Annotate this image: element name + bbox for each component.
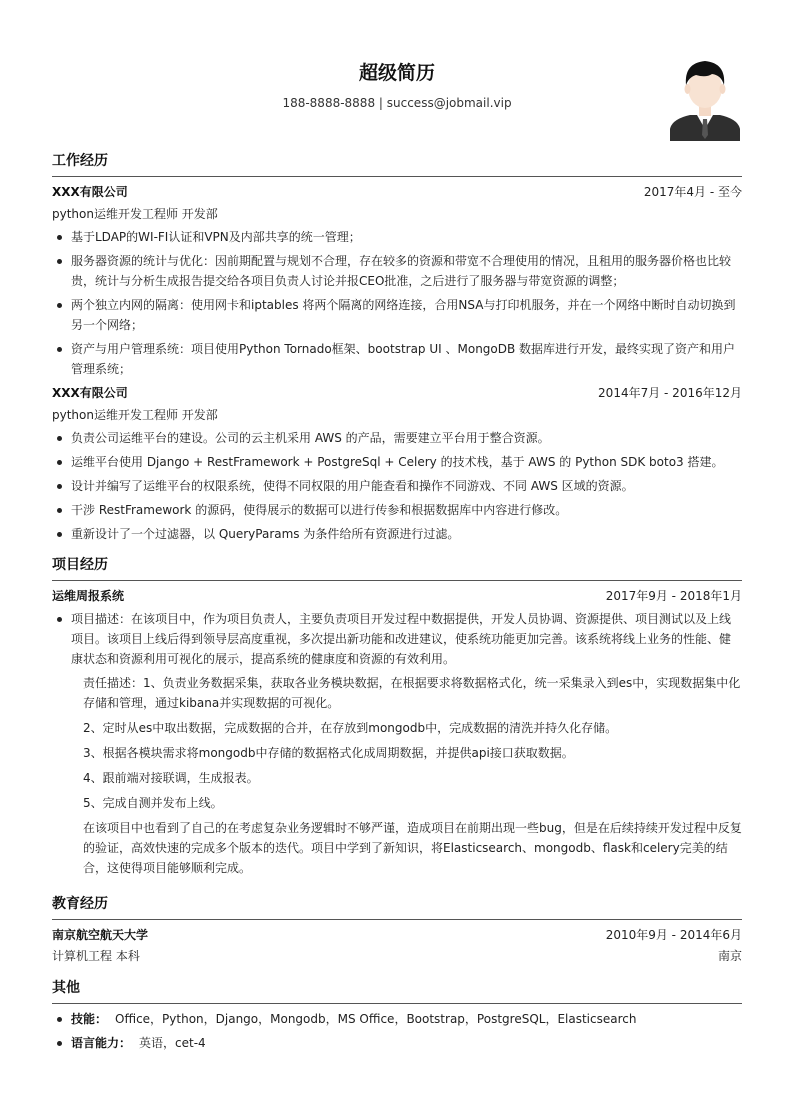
bullet-dot-icon <box>57 235 62 240</box>
section-divider <box>52 1003 742 1004</box>
resume-content <box>52 150 742 1057</box>
bullet-dot-icon <box>57 1041 62 1046</box>
list-item: 基于LDAP的WI-FI认证和VPN及内部共享的统一管理； <box>52 227 742 247</box>
project-paragraph: 4、跟前端对接联调，生成报表。 <box>83 771 259 785</box>
work-section <box>52 150 742 544</box>
avatar-photo <box>668 55 742 141</box>
project-paragraph: 3、根据各模块需求将mongodb中存储的数据格式化成周期数据，并提供api接口获取数据。 <box>83 746 574 760</box>
project-date: 2017年9月 - 2018年1月 <box>605 589 742 603</box>
list-item: 干涉 RestFramework 的源码，使得展示的数据可以进行传参和根据数据库中内容进行修改。 <box>52 500 742 520</box>
job-date: 2017年4月 - 至今 <box>643 185 742 199</box>
project-description: 项目描述：在该项目中，作为项目负责人，主要负责项目开发过程中数据提供，开发人员协调、资源提供、项目测试以及上线项目。该项目上线后得到领导层高度重视，多次提出新功能和改进建议，使系统功能更加完善。该系统将线上业务的性能、健康状态和资源利用可视化的展示，提高系统的健康度和资源的有效利用。 <box>71 612 732 666</box>
project-name: 运维周报系统 <box>52 589 125 603</box>
section-divider <box>52 176 742 177</box>
list-item <box>52 1009 742 1029</box>
job-entry <box>52 182 742 379</box>
education-major: 计算机工程 本科 <box>52 949 140 963</box>
list-item: 资产与用户管理系统：项目使用Python Tornado框架、bootstrap UI 、MongoDB 数据库进行开发，最终实现了资产和用户管理系统； <box>52 339 742 379</box>
section-title-work: 工作经历 <box>52 153 108 169</box>
language-value: 英语，cet-4 <box>139 1036 206 1050</box>
school-name: 南京航空航天大学 <box>52 928 149 942</box>
section-divider <box>52 580 742 581</box>
resume-name: 超级简历 <box>358 62 435 84</box>
bullet-dot-icon <box>57 617 62 622</box>
section-title-projects: 项目经历 <box>52 557 108 573</box>
job-role: python运维开发工程师 开发部 <box>52 207 218 221</box>
list-item: 负责公司运维平台的建设。公司的云主机采用 AWS 的产品，需要建立平台用于整合资源。 <box>52 428 742 448</box>
skills-value: Office，Python，Django，Mongodb，MS Office，Bootstrap，PostgreSQL，Elasticsearch <box>115 1012 637 1026</box>
other-section <box>52 977 742 1053</box>
job-entry <box>52 383 742 544</box>
skills-label: 技能： <box>71 1012 108 1026</box>
section-title-education: 教育经历 <box>52 896 108 912</box>
project-paragraph: 5、完成自测并发布上线。 <box>83 796 223 810</box>
list-item: 重新设计了一个过滤器，以 QueryParams 为条件给所有资源进行过滤。 <box>52 524 742 544</box>
language-label: 语言能力： <box>71 1036 132 1050</box>
section-divider <box>52 919 742 920</box>
project-paragraph: 在该项目中也看到了自己的在考虑复杂业务逻辑时不够严谨，造成项目在前期出现一些bug，但是在后续持续开发过程中反复的验证，高效快速的完成多个版本的迭代。项目中学到了新知识，将Elasticsearch、mongodb、flask和celery完美的结合，这使得项目能够顺利完成。 <box>83 821 742 875</box>
bullet-dot-icon <box>57 484 62 489</box>
education-date: 2010年9月 - 2014年6月 <box>605 928 742 942</box>
list-item <box>52 1033 742 1053</box>
bullet-dot-icon <box>57 259 62 264</box>
education-section <box>52 893 742 967</box>
list-item: 运维平台使用 Django + RestFramework + PostgreSql + Celery 的技术栈，基于 AWS 的 Python SDK boto3 搭建。 <box>52 452 742 472</box>
education-city: 南京 <box>717 949 742 963</box>
list-item: 设计并编写了运维平台的权限系统，使得不同权限的用户能查看和操作不同游戏、不同 AWS 区域的资源。 <box>52 476 742 496</box>
bullet-dot-icon <box>57 303 62 308</box>
job-role: python运维开发工程师 开发部 <box>52 408 218 422</box>
company-name: XXX有限公司 <box>52 386 128 400</box>
bullet-dot-icon <box>57 532 62 537</box>
bullet-dot-icon <box>57 347 62 352</box>
bullet-dot-icon <box>57 1017 62 1022</box>
list-item <box>52 609 742 669</box>
list-item: 服务器资源的统计与优化：因前期配置与规划不合理，存在较多的资源和带宽不合理使用的情况，且租用的服务器价格也比较贵，统计与分析生成报告提交给各项目负责人讨论并报CEO批准，之后进行了服务器与带宽资源的调整； <box>52 251 742 291</box>
project-paragraph: 2、定时从es中取出数据，完成数据的合并，在存放到mongodb中，完成数据的清洗并持久化存储。 <box>83 721 618 735</box>
bullet-dot-icon <box>57 436 62 441</box>
job-date: 2014年7月 - 2016年12月 <box>598 386 742 400</box>
project-paragraph: 责任描述：1、负责业务数据采集，获取各业务模块数据，在根据要求将数据格式化，统一采集录入到es中，实现数据集中化存储和管理，通过kibana并实现数据的可视化。 <box>83 676 741 710</box>
company-name: XXX有限公司 <box>52 185 128 199</box>
bullet-dot-icon <box>57 508 62 513</box>
contact-info: 188-8888-8888 | success@jobmail.vip <box>282 96 512 110</box>
list-item: 两个独立内网的隔离：使用网卡和iptables 将两个隔离的网络连接，合用NSA与打印机服务，并在一个网络中断时自动切换到另一个网络； <box>52 295 742 335</box>
bullet-dot-icon <box>57 460 62 465</box>
projects-section <box>52 554 742 878</box>
section-title-other: 其他 <box>52 980 80 996</box>
